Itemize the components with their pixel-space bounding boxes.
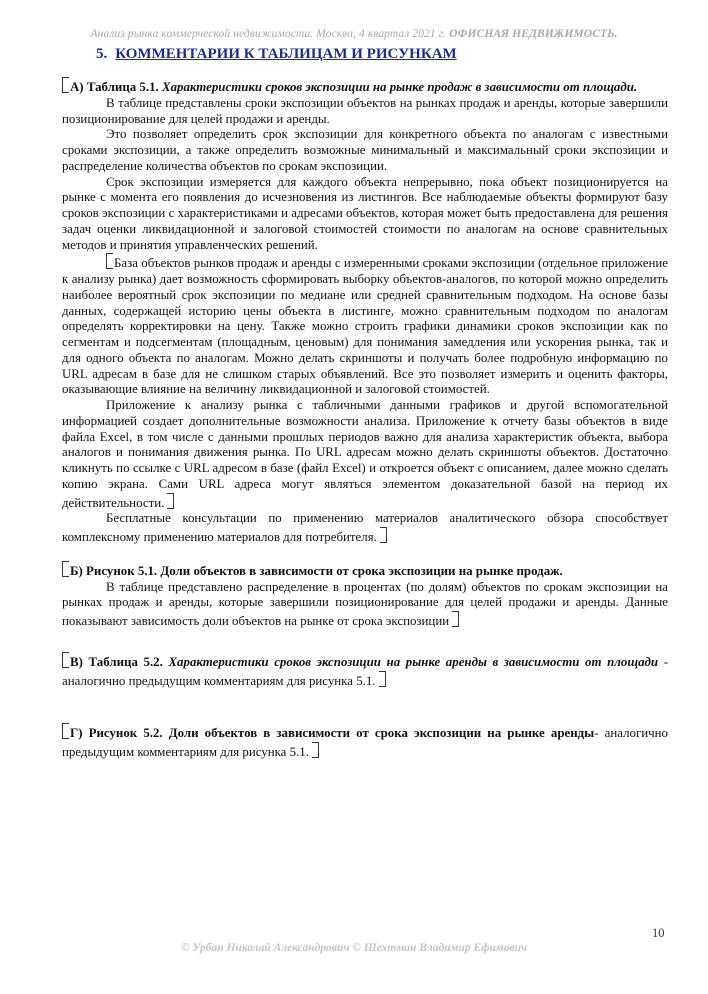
bracket-open-icon <box>62 561 69 577</box>
bracket-close-icon <box>380 527 387 543</box>
paragraph-a2: Это позволяет определить срок экспозиции для конкретного объекта по аналогам с известными сроками экспозиции, а также определить возможные минимальный и максимальный сроки экспозиции и распределение количества объектов по срокам экспозиции. <box>62 127 668 173</box>
running-header-text: Анализ рынка коммерческой недвижимости. Москва, 4 квартал 2021 г. <box>90 28 447 40</box>
paragraph-a6: Бесплатные консультации по применению материалов аналитического обзора способствует комплексному применению материалов для потребителя. <box>62 511 668 544</box>
heading-b-text: Б) Рисунок 5.1. Доли объектов в зависимости от срока экспозиции на рынке продаж. <box>70 563 563 578</box>
paragraph-a5-wrap <box>62 398 668 511</box>
paragraph-a1: В таблице представлены сроки экспозиции объектов на рынках продаж и аренды, которые завершили позиционирование для целей продажи и аренды. <box>62 95 668 126</box>
bracket-close-icon <box>452 611 459 627</box>
heading-d-text: Г) Рисунок 5.2. Доли объектов в зависимости от срока экспозиции на рынке аренды <box>70 726 595 741</box>
heading-a <box>62 77 668 96</box>
bracket-close-icon <box>379 671 386 687</box>
bracket-open-icon <box>106 253 113 269</box>
running-header-highlight: ОФИСНАЯ НЕДВИЖИМОСТЬ. <box>449 28 618 40</box>
heading-a-label: А) Таблица 5.1. <box>70 80 159 94</box>
footer-copyright: © Урбан Николай Александрович © Шехтман Владимир Ефимович <box>180 942 528 954</box>
bracket-close-icon <box>312 742 319 758</box>
paragraph-a6-wrap <box>62 511 668 546</box>
heading-c-label: В) Таблица 5.2. <box>70 654 163 669</box>
bracket-open-icon <box>62 77 69 93</box>
paragraph-a4-wrap <box>62 253 668 398</box>
document-body <box>62 77 668 761</box>
bracket-open-icon <box>62 652 69 668</box>
section-title <box>96 46 457 63</box>
heading-c-tail: - аналогично предыдущим комментариям для рисунка 5.1. <box>62 654 669 688</box>
bracket-open-icon <box>62 723 69 739</box>
section-title-text: КОММЕНТАРИИ К ТАБЛИЦАМ И РИСУНКАМ <box>115 46 457 62</box>
paragraph-a4: База объектов рынков продаж и аренды с измеренными сроками экспозиции (отдельное приложение к анализу рынка) дает возможность сформировать выборку объектов-аналогов, по которой можно определить наиболее вероятный срок экспозиции по медиане или средней сравнительным подходом. На основе базы данных, содержащей историю цены объекта в листинге, можно сравнительным подходом по аналогам определять корректировки на цену. Также можно строить графики динамики сроков экспозиции как по сегментам и подсегментам (площадным, ценовым) для понимания замедления или ускорения рынка, так и для одного объекта по аналогам. Можно делать скриншоты и получать более подробную информацию по URL адресам в базе для не слишком старых объявлений. Все это позволяет измерить и оценить факторы, оказывающие влияние на величину ликвидационной и залоговой стоимостей. <box>62 256 668 397</box>
heading-d-tail: - аналогично предыдущим комментариям для рисунка 5.1. <box>62 726 668 759</box>
paragraph-b1: В таблице представлено распределение в процентах (по долям) объектов по срокам экспозиции на рынках продаж и аренды, которые завершили позиционирование для целей продажи и аренды. Данные показывают зависимость доли объектов на рынке от срока экспозиции <box>62 579 668 628</box>
paragraph-a5: Приложение к анализу рынка с табличными данными графиков и другой вспомогательной информацией создает дополнительные возможности анализа. Приложение к отчету базы объектов в виде файла Excel, в том числе с данными прошлых периодов важно для анализа характеристик объекта, выбора аналогов и понимания движения рынка. По URL адресам можно делать скриншоты объектов. Достаточно кликнуть по ссылке с URL адресом в базе (файл Excel) и откроется объект с описанием, далее можно сделать копию экрана. Сами URL адреса могут являться элементом доказательной базой на период их действительности. <box>62 398 668 510</box>
paragraph-b1-wrap <box>62 580 668 630</box>
heading-a-title: Характеристики сроков экспозиции на рынке продаж в зависимости от площади. <box>158 80 638 94</box>
heading-c <box>62 652 668 690</box>
heading-d <box>62 723 668 761</box>
bracket-close-icon <box>167 493 174 509</box>
heading-c-title: Характеристики сроков экспозиции на рынке аренды в зависимости от площади <box>162 654 659 669</box>
paragraph-a3: Срок экспозиции измеряется для каждого объекта непрерывно, пока объект позиционируется на рынке с момента его появления до исчезновения из листингов. Все наблюдаемые объекты формируют базу сроков экспозиции с характеристиками и адресами объектов, которая может быть предоставлена для решения задач оценки ликвидационной и залоговой стоимостей стоимости по аналогам на основе сравнительных методов и принятия управленческих решений. <box>62 174 668 252</box>
section-number: 5. <box>96 46 108 62</box>
heading-b <box>62 561 668 580</box>
running-header <box>0 28 708 40</box>
page-number: 10 <box>652 926 665 940</box>
